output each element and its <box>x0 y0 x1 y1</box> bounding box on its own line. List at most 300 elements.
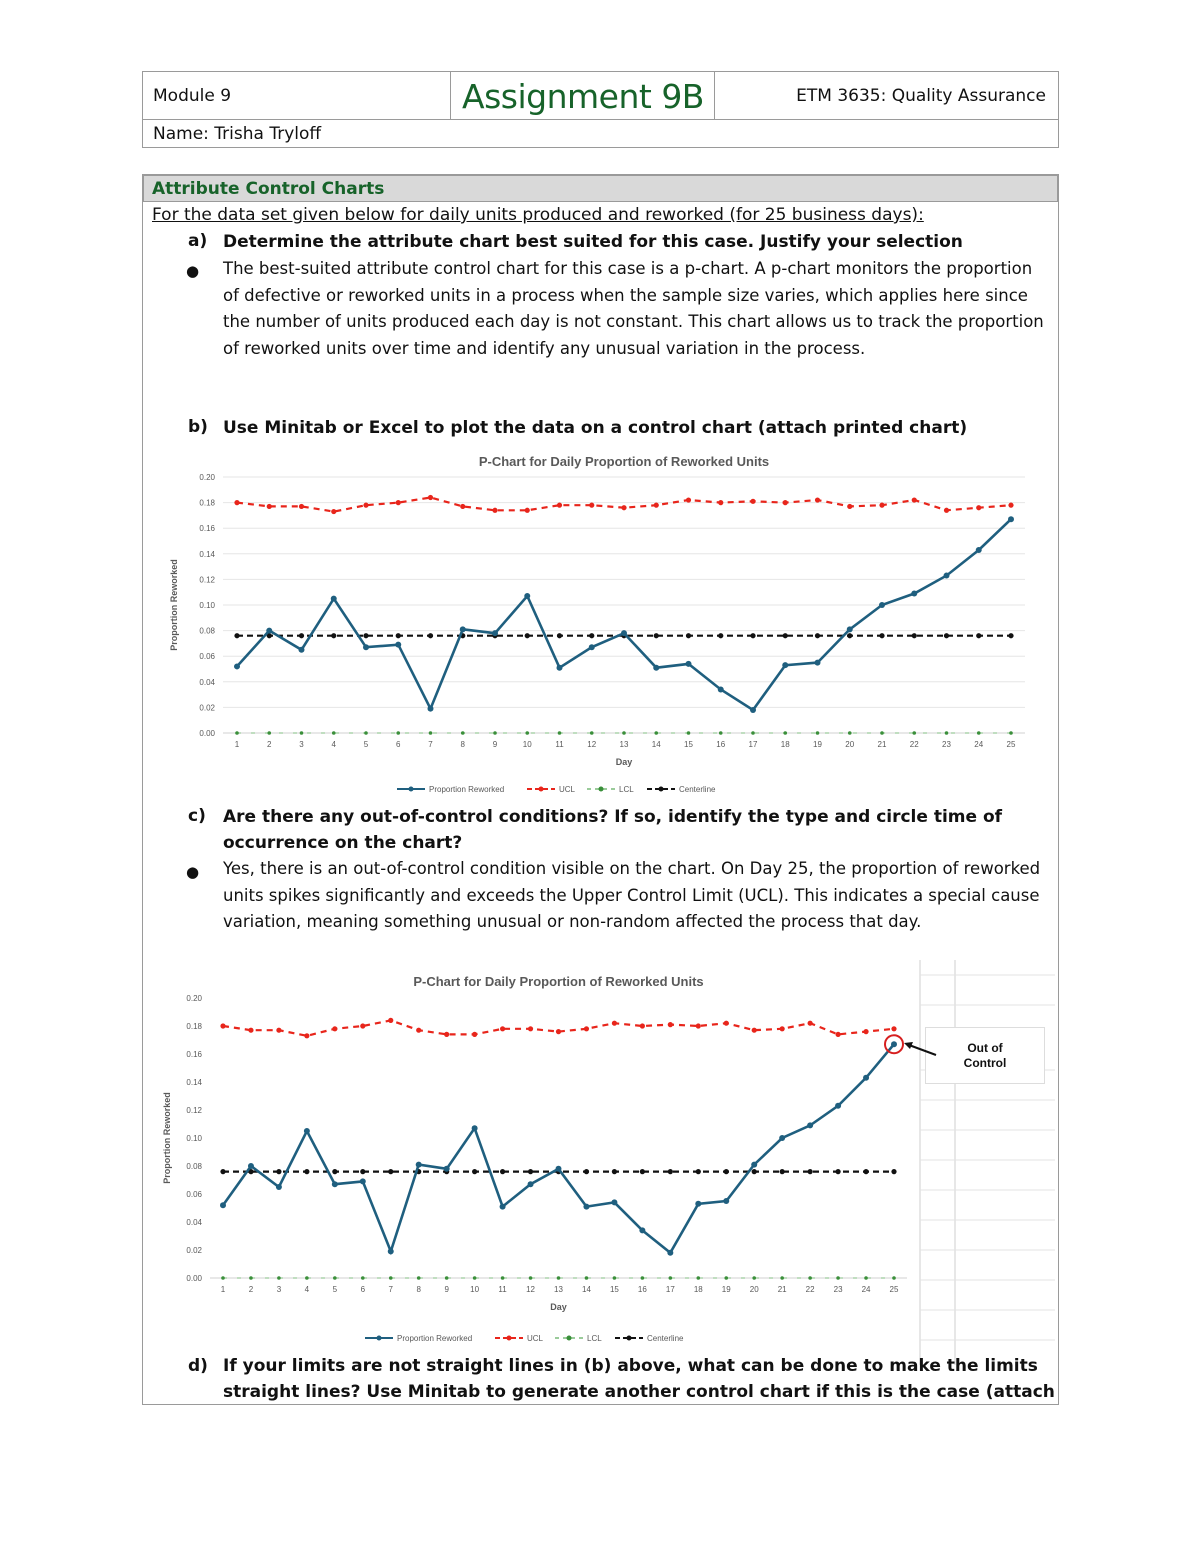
y-tick-label: 0.18 <box>199 498 215 508</box>
data-point-proportion-reworked <box>611 1199 617 1205</box>
data-point-centerline <box>686 633 691 638</box>
data-point-ucl <box>267 504 272 509</box>
data-point-lcl <box>525 731 529 735</box>
data-point-centerline <box>388 1169 393 1174</box>
section-title: Attribute Control Charts <box>143 175 1058 202</box>
legend-marker <box>567 1336 572 1341</box>
legend-marker <box>377 1336 382 1341</box>
x-axis-label: Day <box>550 1302 567 1312</box>
data-point-proportion-reworked <box>234 663 240 669</box>
question-d-text-line2: straight lines? Use Minitab to generate another control chart if this is the case (attach <box>223 1382 1055 1402</box>
x-tick-label: 13 <box>619 740 629 749</box>
chart-title: P-Chart for Daily Proportion of Reworked Units <box>478 454 770 469</box>
student-name: Name: Trisha Tryloff <box>153 123 322 144</box>
data-point-centerline <box>331 633 336 638</box>
x-tick-label: 21 <box>877 740 887 749</box>
data-point-ucl <box>556 1029 561 1034</box>
data-point-lcl <box>687 731 691 735</box>
legend-marker <box>539 787 544 792</box>
data-point-proportion-reworked <box>815 660 821 666</box>
x-tick-label: 3 <box>299 740 304 749</box>
data-point-proportion-reworked <box>472 1125 478 1131</box>
x-tick-label: 2 <box>248 1285 254 1294</box>
data-point-proportion-reworked <box>304 1128 310 1134</box>
legend-marker <box>659 787 664 792</box>
data-point-centerline <box>304 1169 309 1174</box>
data-point-lcl <box>752 1276 756 1280</box>
chart-2-sidebar <box>905 960 1055 1365</box>
legend-label: UCL <box>527 1334 544 1343</box>
data-point-lcl <box>590 731 594 735</box>
data-point-centerline <box>912 633 917 638</box>
y-tick-label: 0.20 <box>186 994 202 1003</box>
bullet-icon: ● <box>186 262 200 280</box>
data-point-lcl <box>461 731 465 735</box>
data-point-proportion-reworked <box>557 665 563 671</box>
x-tick-label: 9 <box>492 740 498 749</box>
data-point-ucl <box>640 1023 645 1028</box>
data-point-proportion-reworked <box>807 1122 813 1128</box>
x-tick-label: 13 <box>554 1285 563 1294</box>
p-chart-2 <box>155 968 925 1348</box>
data-point-proportion-reworked <box>444 1166 450 1172</box>
answer-c: Yes, there is an out-of-control condition visible on the chart. On Day 25, the proportion of reworked units spikes significantly and exceeds the Upper Control Limit (UCL). This indicates a special cause variation, meaning something unusual or non-random affected the process that day. <box>223 859 1041 931</box>
data-point-centerline <box>696 1169 701 1174</box>
data-point-ucl <box>1008 503 1013 508</box>
question-b-label: b) <box>188 417 208 437</box>
data-point-proportion-reworked <box>639 1227 645 1233</box>
data-point-ucl <box>808 1021 813 1026</box>
y-tick-label: 0.08 <box>186 1162 202 1171</box>
x-tick-label: 7 <box>388 1285 393 1294</box>
x-tick-label: 11 <box>498 1285 507 1294</box>
legend-label: UCL <box>559 785 576 794</box>
legend-label: LCL <box>619 785 634 794</box>
question-c-text-line1: Are there any out-of-control conditions? If so, identify the type and circle time of <box>223 807 1003 827</box>
data-point-lcl <box>783 731 787 735</box>
data-point-lcl <box>836 1276 840 1280</box>
data-point-ucl <box>492 508 497 513</box>
data-point-ucl <box>500 1026 505 1031</box>
data-point-ucl <box>276 1028 281 1033</box>
legend-label: Proportion Reworked <box>429 785 505 794</box>
x-axis-label: Day <box>615 757 633 767</box>
data-point-ucl <box>654 503 659 508</box>
legend-marker <box>627 1336 632 1341</box>
data-point-ucl <box>668 1022 673 1027</box>
x-tick-label: 1 <box>220 1285 226 1294</box>
data-point-lcl <box>880 731 884 735</box>
y-tick-label: 0.06 <box>199 652 215 662</box>
data-point-lcl <box>396 731 400 735</box>
data-point-centerline <box>750 633 755 638</box>
data-point-centerline <box>724 1169 729 1174</box>
data-point-proportion-reworked <box>779 1135 785 1141</box>
data-point-proportion-reworked <box>360 1178 366 1184</box>
x-tick-label: 24 <box>861 1285 871 1294</box>
x-tick-label: 22 <box>805 1285 815 1294</box>
legend-marker <box>409 787 414 792</box>
data-point-centerline <box>525 633 530 638</box>
question-a-text: Determine the attribute chart best suited for this case. Justify your selection <box>223 232 963 252</box>
legend-label: LCL <box>587 1334 602 1343</box>
data-point-lcl <box>848 731 852 735</box>
callout-arrow <box>900 1038 940 1058</box>
data-point-proportion-reworked <box>718 686 724 692</box>
data-point-centerline <box>847 633 852 638</box>
data-point-ucl <box>976 505 981 510</box>
data-point-ucl <box>780 1026 785 1031</box>
x-tick-label: 25 <box>1006 740 1016 749</box>
data-point-ucl <box>612 1021 617 1026</box>
data-point-lcl <box>417 1276 421 1280</box>
data-point-lcl <box>235 731 239 735</box>
question-b-text: Use Minitab or Excel to plot the data on a control chart (attach printed chart) <box>223 418 968 438</box>
x-tick-label: 9 <box>444 1285 449 1294</box>
course-label: ETM 3635: Quality Assurance <box>796 86 1046 106</box>
data-point-lcl <box>719 731 723 735</box>
data-point-lcl <box>361 1276 365 1280</box>
data-point-ucl <box>332 1026 337 1031</box>
data-point-proportion-reworked <box>589 644 595 650</box>
x-tick-label: 8 <box>416 1285 421 1294</box>
data-point-ucl <box>944 508 949 513</box>
data-point-lcl <box>267 731 271 735</box>
data-point-ucl <box>444 1032 449 1037</box>
data-point-proportion-reworked <box>528 1181 534 1187</box>
data-point-centerline <box>363 633 368 638</box>
x-tick-label: 5 <box>332 1285 338 1294</box>
x-tick-label: 16 <box>716 740 726 749</box>
module-label: Module 9 <box>153 86 232 106</box>
data-point-centerline <box>360 1169 365 1174</box>
data-point-centerline <box>1008 633 1013 638</box>
data-point-proportion-reworked <box>911 590 917 596</box>
data-point-centerline <box>428 633 433 638</box>
data-point-proportion-reworked <box>266 628 272 634</box>
data-point-ucl <box>472 1032 477 1037</box>
data-point-proportion-reworked <box>653 665 659 671</box>
data-point-centerline <box>589 633 594 638</box>
data-point-centerline <box>396 633 401 638</box>
y-tick-label: 0.04 <box>186 1218 202 1227</box>
data-point-lcl <box>892 1276 896 1280</box>
data-point-ucl <box>621 505 626 510</box>
data-point-centerline <box>654 633 659 638</box>
assignment-title: Assignment 9B <box>462 76 704 116</box>
data-point-lcl <box>669 1276 673 1280</box>
data-point-centerline <box>879 633 884 638</box>
y-tick-label: 0.14 <box>186 1078 202 1087</box>
series-line-proportion-reworked <box>223 1044 894 1253</box>
data-point-centerline <box>557 633 562 638</box>
data-point-centerline <box>234 633 239 638</box>
data-point-lcl <box>300 731 304 735</box>
y-tick-label: 0.10 <box>199 601 215 610</box>
x-tick-label: 22 <box>909 740 919 749</box>
data-point-lcl <box>816 731 820 735</box>
data-point-lcl <box>333 1276 337 1280</box>
data-point-lcl <box>585 1276 589 1280</box>
data-point-lcl <box>501 1276 505 1280</box>
data-point-proportion-reworked <box>847 626 853 632</box>
data-point-proportion-reworked <box>363 644 369 650</box>
x-tick-label: 7 <box>428 740 433 749</box>
data-point-ucl <box>428 495 433 500</box>
data-point-centerline <box>276 1169 281 1174</box>
question-c-text-line2: occurrence on the chart? <box>223 833 463 853</box>
data-point-ucl <box>847 504 852 509</box>
x-tick-label: 24 <box>974 740 984 749</box>
data-point-centerline <box>584 1169 589 1174</box>
data-point-ucl <box>234 500 239 505</box>
bullet-icon: ● <box>186 863 200 881</box>
x-tick-label: 2 <box>267 740 272 749</box>
data-point-centerline <box>718 633 723 638</box>
data-point-lcl <box>249 1276 253 1280</box>
x-tick-label: 15 <box>609 1285 619 1294</box>
y-tick-label: 0.20 <box>199 473 215 482</box>
x-tick-label: 23 <box>833 1285 843 1294</box>
x-tick-label: 21 <box>777 1285 787 1294</box>
x-tick-label: 17 <box>665 1285 675 1294</box>
data-point-lcl <box>332 731 336 735</box>
data-point-proportion-reworked <box>723 1198 729 1204</box>
data-point-proportion-reworked <box>944 573 950 579</box>
data-point-ucl <box>686 497 691 502</box>
data-point-lcl <box>977 731 981 735</box>
data-point-proportion-reworked <box>667 1250 673 1256</box>
data-point-lcl <box>221 1276 225 1280</box>
callout-line2: Control <box>963 1056 1007 1070</box>
data-point-proportion-reworked <box>331 596 337 602</box>
data-point-proportion-reworked <box>299 647 305 653</box>
y-tick-label: 0.02 <box>186 1246 202 1255</box>
legend-label: Centerline <box>647 1334 684 1343</box>
legend-marker <box>599 787 604 792</box>
x-tick-label: 3 <box>276 1285 282 1294</box>
x-tick-label: 12 <box>587 740 597 749</box>
data-point-lcl <box>429 731 433 735</box>
data-point-lcl <box>1009 731 1013 735</box>
section-intro: For the data set given below for daily units produced and reworked (for 25 business days): <box>152 205 924 225</box>
data-point-ucl <box>299 504 304 509</box>
data-point-lcl <box>445 1276 449 1280</box>
x-tick-label: 4 <box>331 740 336 749</box>
data-point-ucl <box>863 1029 868 1034</box>
x-tick-label: 12 <box>526 1285 535 1294</box>
answer-a: The best-suited attribute control chart for this case is a p-chart. A p-chart monitors the proportion of defective or reworked units in a process when the sample size varies, which applies here since the number of units produced each day is not constant. This chart allows us to track the proportion of reworked units over time and identify any unusual variation in the process. <box>223 259 1044 358</box>
data-point-ucl <box>912 497 917 502</box>
data-point-ucl <box>718 500 723 505</box>
data-point-lcl <box>945 731 949 735</box>
data-point-proportion-reworked <box>416 1162 422 1168</box>
question-d-label: d) <box>188 1356 208 1376</box>
question-a-label: a) <box>188 231 208 251</box>
x-tick-label: 17 <box>748 740 758 749</box>
data-point-ucl <box>752 1028 757 1033</box>
data-point-lcl <box>751 731 755 735</box>
data-point-centerline <box>332 1169 337 1174</box>
data-point-lcl <box>557 1276 561 1280</box>
data-point-proportion-reworked <box>332 1181 338 1187</box>
data-point-lcl <box>389 1276 393 1280</box>
data-point-centerline <box>220 1169 225 1174</box>
question-d-text-line1: If your limits are not straight lines in (b) above, what can be done to make the limits <box>223 1356 1038 1376</box>
data-point-centerline <box>668 1169 673 1174</box>
data-point-proportion-reworked <box>863 1075 869 1081</box>
data-point-ucl <box>363 503 368 508</box>
data-point-centerline <box>815 633 820 638</box>
data-point-ucl <box>528 1026 533 1031</box>
data-point-centerline <box>783 633 788 638</box>
y-tick-label: 0.00 <box>186 1274 202 1283</box>
data-point-proportion-reworked <box>686 661 692 667</box>
y-tick-label: 0.04 <box>199 677 215 687</box>
data-point-proportion-reworked <box>492 630 498 636</box>
x-tick-label: 10 <box>522 740 532 749</box>
y-axis-label: Proportion Reworked <box>162 1092 172 1184</box>
data-point-centerline <box>640 1169 645 1174</box>
data-point-proportion-reworked <box>621 630 627 636</box>
y-tick-label: 0.16 <box>199 524 215 534</box>
data-point-proportion-reworked <box>395 642 401 648</box>
question-c-label: c) <box>188 806 206 826</box>
x-tick-label: 8 <box>460 740 465 749</box>
legend-label: Proportion Reworked <box>397 1334 473 1343</box>
data-point-lcl <box>654 731 658 735</box>
data-point-ucl <box>750 499 755 504</box>
data-point-centerline <box>976 633 981 638</box>
data-point-proportion-reworked <box>583 1204 589 1210</box>
data-point-centerline <box>808 1169 813 1174</box>
data-point-centerline <box>944 633 949 638</box>
data-point-lcl <box>613 1276 617 1280</box>
data-point-ucl <box>589 503 594 508</box>
data-point-centerline <box>500 1169 505 1174</box>
data-point-proportion-reworked <box>556 1166 562 1172</box>
data-point-proportion-reworked <box>524 593 530 599</box>
y-tick-label: 0.16 <box>186 1050 202 1059</box>
x-tick-label: 18 <box>693 1285 703 1294</box>
p-chart-1 <box>155 440 1045 805</box>
legend-label: Centerline <box>679 785 716 794</box>
y-tick-label: 0.08 <box>199 626 215 636</box>
x-tick-label: 11 <box>555 740 564 749</box>
x-tick-label: 18 <box>780 740 790 749</box>
data-point-proportion-reworked <box>891 1041 897 1047</box>
data-point-ucl <box>724 1021 729 1026</box>
data-point-ucl <box>388 1018 393 1023</box>
x-tick-label: 20 <box>749 1285 759 1294</box>
data-point-ucl <box>815 497 820 502</box>
out-of-control-callout <box>925 1027 1045 1084</box>
data-point-ucl <box>248 1028 253 1033</box>
data-point-lcl <box>912 731 916 735</box>
x-tick-label: 14 <box>651 740 661 749</box>
data-point-proportion-reworked <box>220 1202 226 1208</box>
data-point-proportion-reworked <box>976 547 982 553</box>
data-point-proportion-reworked <box>276 1184 282 1190</box>
x-tick-label: 6 <box>360 1285 366 1294</box>
data-point-proportion-reworked <box>428 706 434 712</box>
x-tick-label: 19 <box>721 1285 731 1294</box>
data-point-centerline <box>528 1169 533 1174</box>
data-point-ucl <box>584 1026 589 1031</box>
data-point-ucl <box>879 503 884 508</box>
x-tick-label: 10 <box>470 1285 480 1294</box>
y-axis-label: Proportion Reworked <box>169 559 179 651</box>
data-point-lcl <box>780 1276 784 1280</box>
data-point-ucl <box>557 503 562 508</box>
data-point-lcl <box>364 731 368 735</box>
y-tick-label: 0.00 <box>199 729 215 738</box>
data-point-proportion-reworked <box>750 707 756 713</box>
data-point-lcl <box>696 1276 700 1280</box>
data-point-proportion-reworked <box>248 1163 254 1169</box>
data-point-proportion-reworked <box>782 662 788 668</box>
y-tick-label: 0.12 <box>199 575 215 585</box>
x-tick-label: 23 <box>942 740 951 749</box>
data-point-ucl <box>416 1028 421 1033</box>
data-point-proportion-reworked <box>388 1248 394 1254</box>
data-point-lcl <box>808 1276 812 1280</box>
data-point-ucl <box>396 500 401 505</box>
data-point-ucl <box>304 1033 309 1038</box>
x-tick-label: 16 <box>637 1285 647 1294</box>
data-point-centerline <box>780 1169 785 1174</box>
x-tick-label: 25 <box>889 1285 899 1294</box>
data-point-lcl <box>277 1276 281 1280</box>
data-point-proportion-reworked <box>751 1162 757 1168</box>
data-point-proportion-reworked <box>1008 516 1014 522</box>
data-point-lcl <box>493 731 497 735</box>
data-point-lcl <box>641 1276 645 1280</box>
data-point-ucl <box>525 508 530 513</box>
data-point-centerline <box>472 1169 477 1174</box>
data-point-lcl <box>473 1276 477 1280</box>
data-point-lcl <box>305 1276 309 1280</box>
x-tick-label: 4 <box>304 1285 310 1294</box>
data-point-centerline <box>299 633 304 638</box>
data-point-ucl <box>360 1023 365 1028</box>
y-tick-label: 0.12 <box>186 1106 202 1115</box>
data-point-proportion-reworked <box>500 1204 506 1210</box>
callout-line1: Out of <box>967 1041 1003 1055</box>
data-point-ucl <box>696 1023 701 1028</box>
data-point-lcl <box>864 1276 868 1280</box>
x-tick-label: 20 <box>845 740 855 749</box>
data-point-proportion-reworked <box>460 626 466 632</box>
data-point-proportion-reworked <box>879 602 885 608</box>
chart-title: P-Chart for Daily Proportion of Reworked Units <box>413 974 704 989</box>
data-point-centerline <box>612 1169 617 1174</box>
data-point-ucl <box>835 1032 840 1037</box>
data-point-proportion-reworked <box>695 1201 701 1207</box>
x-tick-label: 5 <box>363 740 369 749</box>
data-point-lcl <box>622 731 626 735</box>
y-tick-label: 0.14 <box>199 549 215 559</box>
x-tick-label: 19 <box>813 740 822 749</box>
data-point-lcl <box>558 731 562 735</box>
data-point-ucl <box>460 504 465 509</box>
data-point-centerline <box>891 1169 896 1174</box>
y-tick-label: 0.18 <box>186 1022 202 1031</box>
data-point-lcl <box>724 1276 728 1280</box>
data-point-centerline <box>863 1169 868 1174</box>
x-tick-label: 14 <box>582 1285 591 1294</box>
data-point-lcl <box>529 1276 533 1280</box>
